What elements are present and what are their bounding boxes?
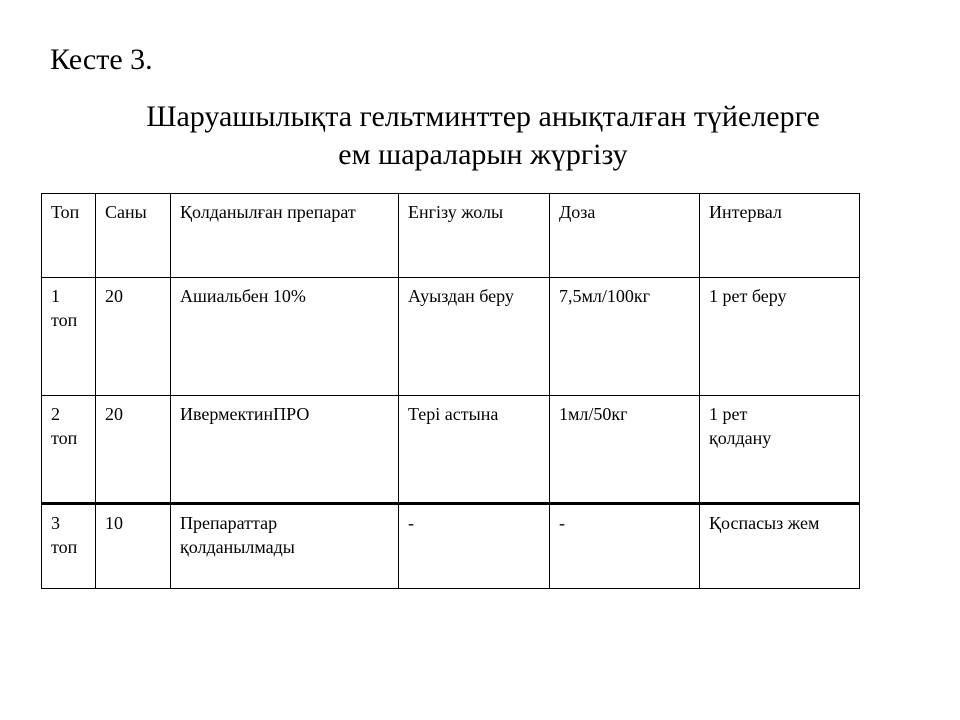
table-row <box>42 396 860 504</box>
cell-route: - <box>399 504 550 589</box>
cell-interval: 1 рет қолдану <box>700 396 860 504</box>
title-line-2: ем шараларын жүргізу <box>338 138 628 171</box>
header-cell-drug: Қолданылған препарат <box>171 194 399 278</box>
cell-group: 2 топ <box>42 396 96 504</box>
page-title <box>0 98 960 174</box>
cell-group: 1 топ <box>42 278 96 396</box>
cell-drug: Ашиальбен 10% <box>171 278 399 396</box>
cell-drug: Препараттар қолданылмады <box>171 504 399 589</box>
table-caption: Кесте 3. <box>50 43 153 76</box>
header-cell-group: Топ <box>42 194 96 278</box>
cell-dose: - <box>550 504 700 589</box>
table-row <box>42 278 860 396</box>
title-line-1: Шаруашылықта гельтминттер анықталған түйелерге <box>146 100 820 133</box>
cell-route: Ауыздан беру <box>399 278 550 396</box>
cell-count: 20 <box>96 278 171 396</box>
cell-group: 3 топ <box>42 504 96 589</box>
cell-dose: 7,5мл/100кг <box>550 278 700 396</box>
header-cell-dose: Доза <box>550 194 700 278</box>
header-cell-count: Саны <box>96 194 171 278</box>
cell-dose: 1мл/50кг <box>550 396 700 504</box>
table-row <box>42 504 860 589</box>
cell-route: Тері астына <box>399 396 550 504</box>
header-cell-interval: Интервал <box>700 194 860 278</box>
table-header-row <box>42 194 860 278</box>
cell-interval: 1 рет беру <box>700 278 860 396</box>
cell-count: 10 <box>96 504 171 589</box>
cell-count: 20 <box>96 396 171 504</box>
treatment-table <box>41 193 860 589</box>
cell-drug: ИвермектинПРО <box>171 396 399 504</box>
header-cell-route: Енгізу жолы <box>399 194 550 278</box>
cell-interval: Қоспасыз жем <box>700 504 860 589</box>
